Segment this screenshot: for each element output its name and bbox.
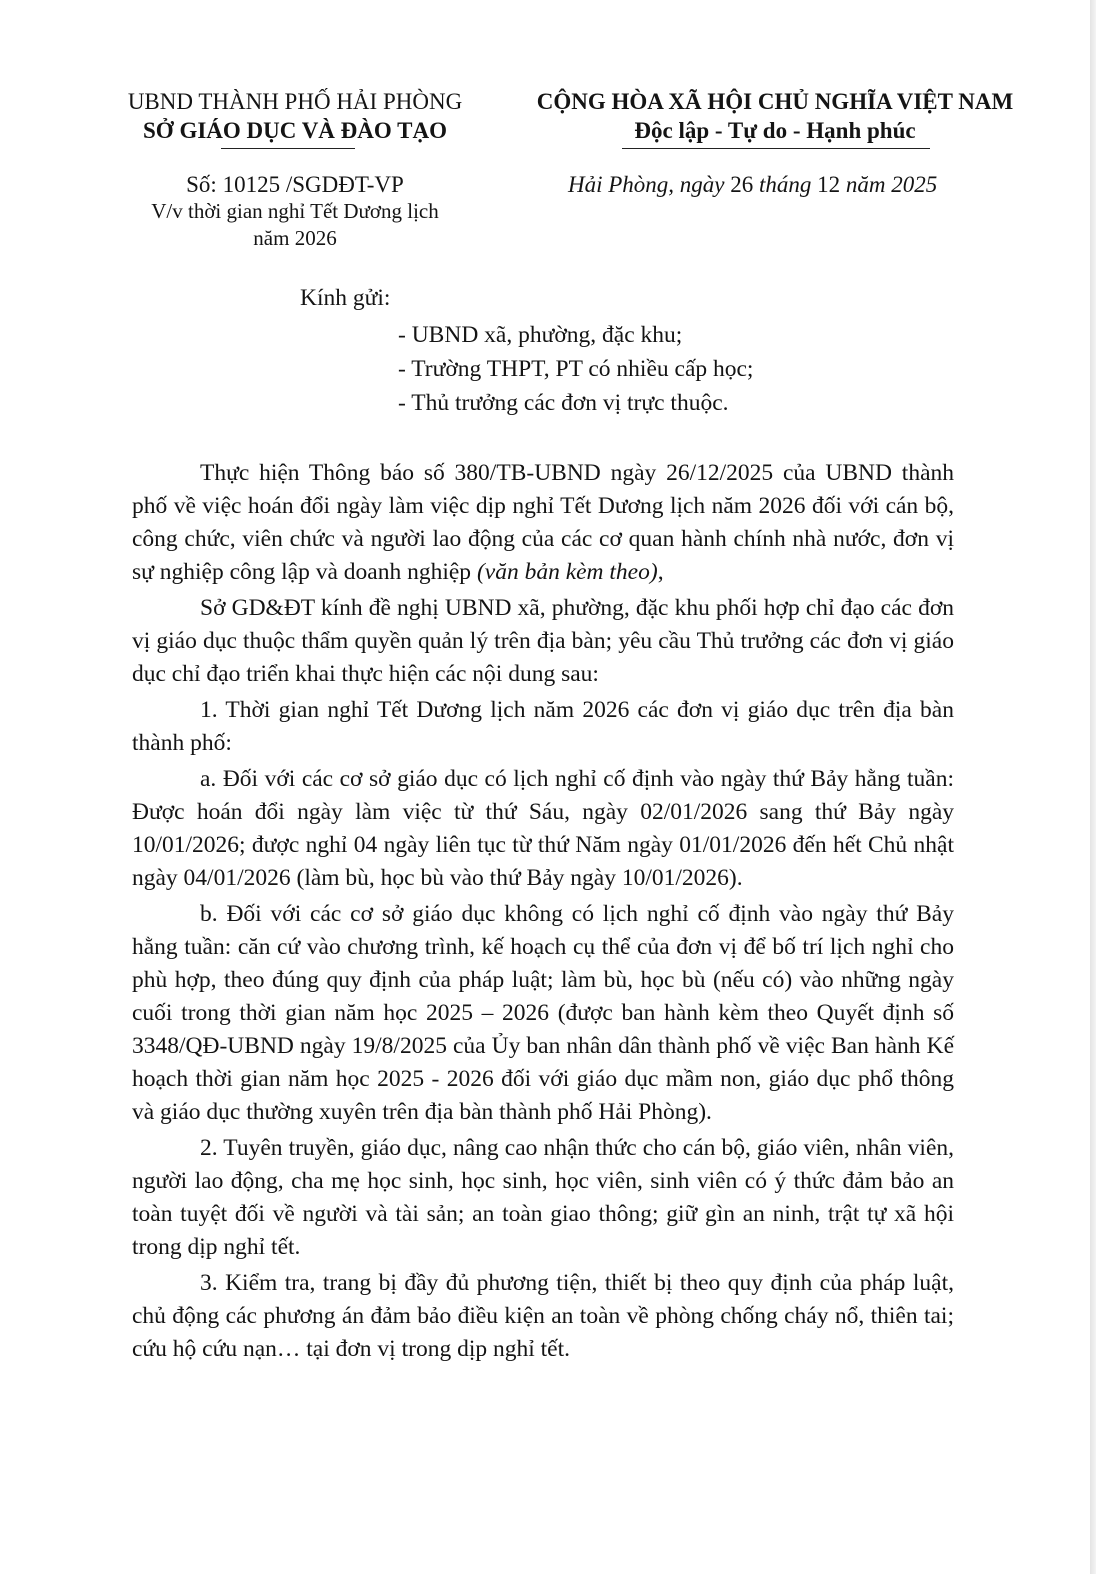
paragraph-preamble: Thực hiện Thông báo số 380/TB-UBND ngày 26/12/2025 của UBND thành phố về việc hoán đổi ngày làm việc dịp nghỉ Tết Dương lịch năm 2026 đối với cán bộ, công chức, viên chức và người lao động của các cơ quan hành chính nhà nước, đơn vị sự nghiệp công lập và doanh nghiệp (văn bản kèm theo), [132, 460, 954, 585]
agency-underline [221, 148, 355, 149]
recipient-item: - Thủ trưởng các đơn vị trực thuộc. [398, 390, 729, 416]
document-body [132, 457, 954, 1366]
paragraph-item-2: 2. Tuyên truyền, giáo dục, nâng cao nhận thức cho cán bộ, giáo viên, nhân viên, người lao động, cha mẹ học sinh, học sinh, học viên, sinh viên có ý thức đảm bảo an toàn tuyệt đối về người và tài sản; an toàn giao thông; giữ gìn an ninh, trật tự xã hội trong dịp nghỉ tết. [132, 1135, 954, 1260]
paragraph-item-1b: b. Đối với các cơ sở giáo dục không có lịch nghỉ cố định vào ngày thứ Bảy hằng tuần: căn cứ vào chương trình, kế hoạch cụ thể của đơn vị để bố trí lịch nghỉ cho phù hợp, theo đúng quy định của pháp luật; làm bù, học bù (nếu có) vào những ngày cuối trong thời gian năm học 2025 – 2026 (được ban hành kèm theo Quyết định số 3348/QĐ-UBND ngày 19/8/2025 của Ủy ban nhân dân thành phố về việc Ban hành Kế hoạch thời gian năm học 2025 - 2026 đối với giáo dục mầm non, giáo dục phổ thông và giáo dục thường xuyên trên địa bàn thành phố Hải Phòng). [132, 901, 954, 1125]
paragraph-item-1: 1. Thời gian nghỉ Tết Dương lịch năm 2026 các đơn vị giáo dục trên địa bàn thành phố: [132, 697, 954, 756]
page-edge-shadow [1090, 0, 1096, 1574]
national-title: CỘNG HÒA XÃ HỘI CHỦ NGHĨA VIỆT NAM [536, 89, 1014, 114]
recipient-item: - UBND xã, phường, đặc khu; [398, 322, 683, 348]
issuing-authority: UBND THÀNH PHỐ HẢI PHÒNG [127, 89, 463, 114]
recipient-item: - Trường THPT, PT có nhiều cấp học; [398, 356, 754, 382]
motto-underline [622, 148, 930, 149]
paragraph-item-1a: a. Đối với các cơ sở giáo dục có lịch nghỉ cố định vào ngày thứ Bảy hằng tuần: Được hoán đổi ngày làm việc từ thứ Sáu, ngày 02/01/2026 sang thứ Bảy ngày 10/01/2026; được nghỉ 04 ngày liên tục từ thứ Năm ngày 01/01/2026 đến hết Chủ nhật ngày 04/01/2026 (làm bù, học bù vào thứ Bảy ngày 10/01/2026). [132, 766, 954, 891]
paragraph-request: Sở GD&ĐT kính đề nghị UBND xã, phường, đặc khu phối hợp chỉ đạo các đơn vị giáo dục thuộc thẩm quyền quản lý trên địa bàn; yêu cầu Thủ trưởng các đơn vị giáo dục chỉ đạo triển khai thực hiện các nội dung sau: [132, 595, 954, 687]
document-number: Số: 10125 /SGDĐT-VP [186, 172, 404, 197]
subject-line-2: năm 2026 [253, 226, 337, 250]
recipients-heading: Kính gửi: [300, 285, 391, 311]
issuing-agency: SỞ GIÁO DỤC VÀ ĐÀO TẠO [143, 118, 447, 143]
national-motto: Độc lập - Tự do - Hạnh phúc [634, 118, 916, 143]
paragraph-item-3: 3. Kiểm tra, trang bị đầy đủ phương tiện, thiết bị theo quy định của pháp luật, chủ động các phương án đảm bảo điều kiện an toàn về phòng chống cháy nổ, thiên tai; cứu hộ cứu nạn… tại đơn vị trong dịp nghỉ tết. [132, 1270, 954, 1362]
place-date: Hải Phòng, ngày 26 tháng 12 năm 2025 [568, 172, 938, 197]
subject-line-1: V/v thời gian nghỉ Tết Dương lịch [151, 199, 439, 223]
recipients-list [398, 318, 753, 420]
